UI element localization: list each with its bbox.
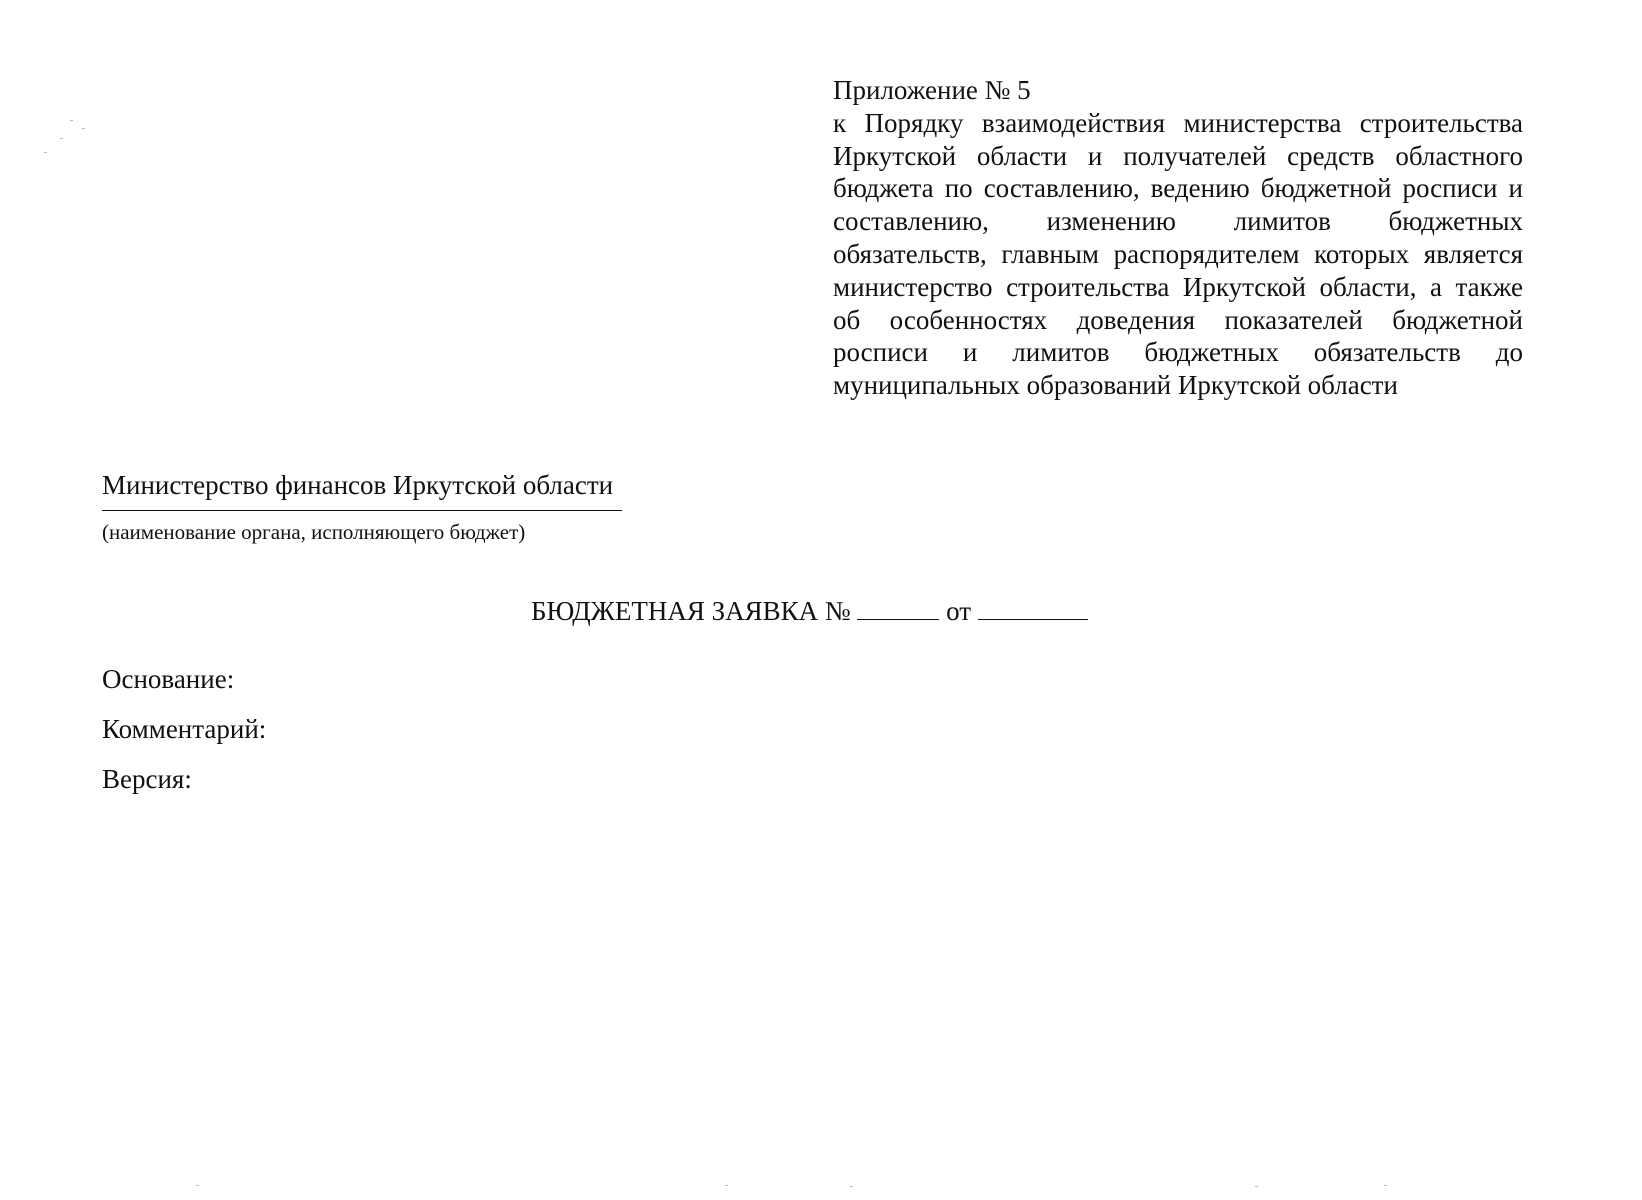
organization-caption: (наименование органа, исполняющего бюджет): [102, 520, 526, 544]
scan-speck: [196, 1185, 199, 1186]
scan-speck: [82, 128, 85, 129]
organization-name: Министерство финансов Иркутской области: [102, 470, 614, 500]
appendix-text: к Порядку взаимодействия министерства строительства Иркутской области и получателей средств областного бюджета по составлению, ведению бюджетной росписи и составлению, изменению лимитов бюджетных обязательств, главным распорядителем которых является министерство строительства Иркутской области, а также об особенностях доведения показателей бюджетной росписи и лимитов бюджетных обязательств до муниципальных образований Иркутской области: [833, 107, 1523, 401]
organization-block: [102, 468, 622, 544]
budget-request-title: [531, 594, 1088, 628]
scan-speck: [60, 138, 63, 139]
basis-label: Основание:: [102, 664, 235, 694]
request-date-blank: [978, 595, 1088, 620]
request-from-label: от: [946, 596, 972, 626]
comment-label: Комментарий:: [102, 714, 267, 744]
scan-speck: [725, 1185, 728, 1186]
scan-speck: [1384, 1185, 1387, 1186]
version-label: Версия:: [102, 764, 192, 794]
request-title-label: БЮДЖЕТНАЯ ЗАЯВКА №: [531, 596, 851, 626]
scan-speck: [1255, 1186, 1258, 1187]
organization-underline: [102, 510, 622, 511]
scan-speck: [850, 1186, 853, 1187]
request-number-blank: [857, 595, 939, 620]
scan-speck: [44, 152, 47, 153]
scan-speck: [70, 120, 73, 121]
appendix-header: [833, 74, 1523, 402]
appendix-title: Приложение № 5: [833, 75, 1031, 105]
